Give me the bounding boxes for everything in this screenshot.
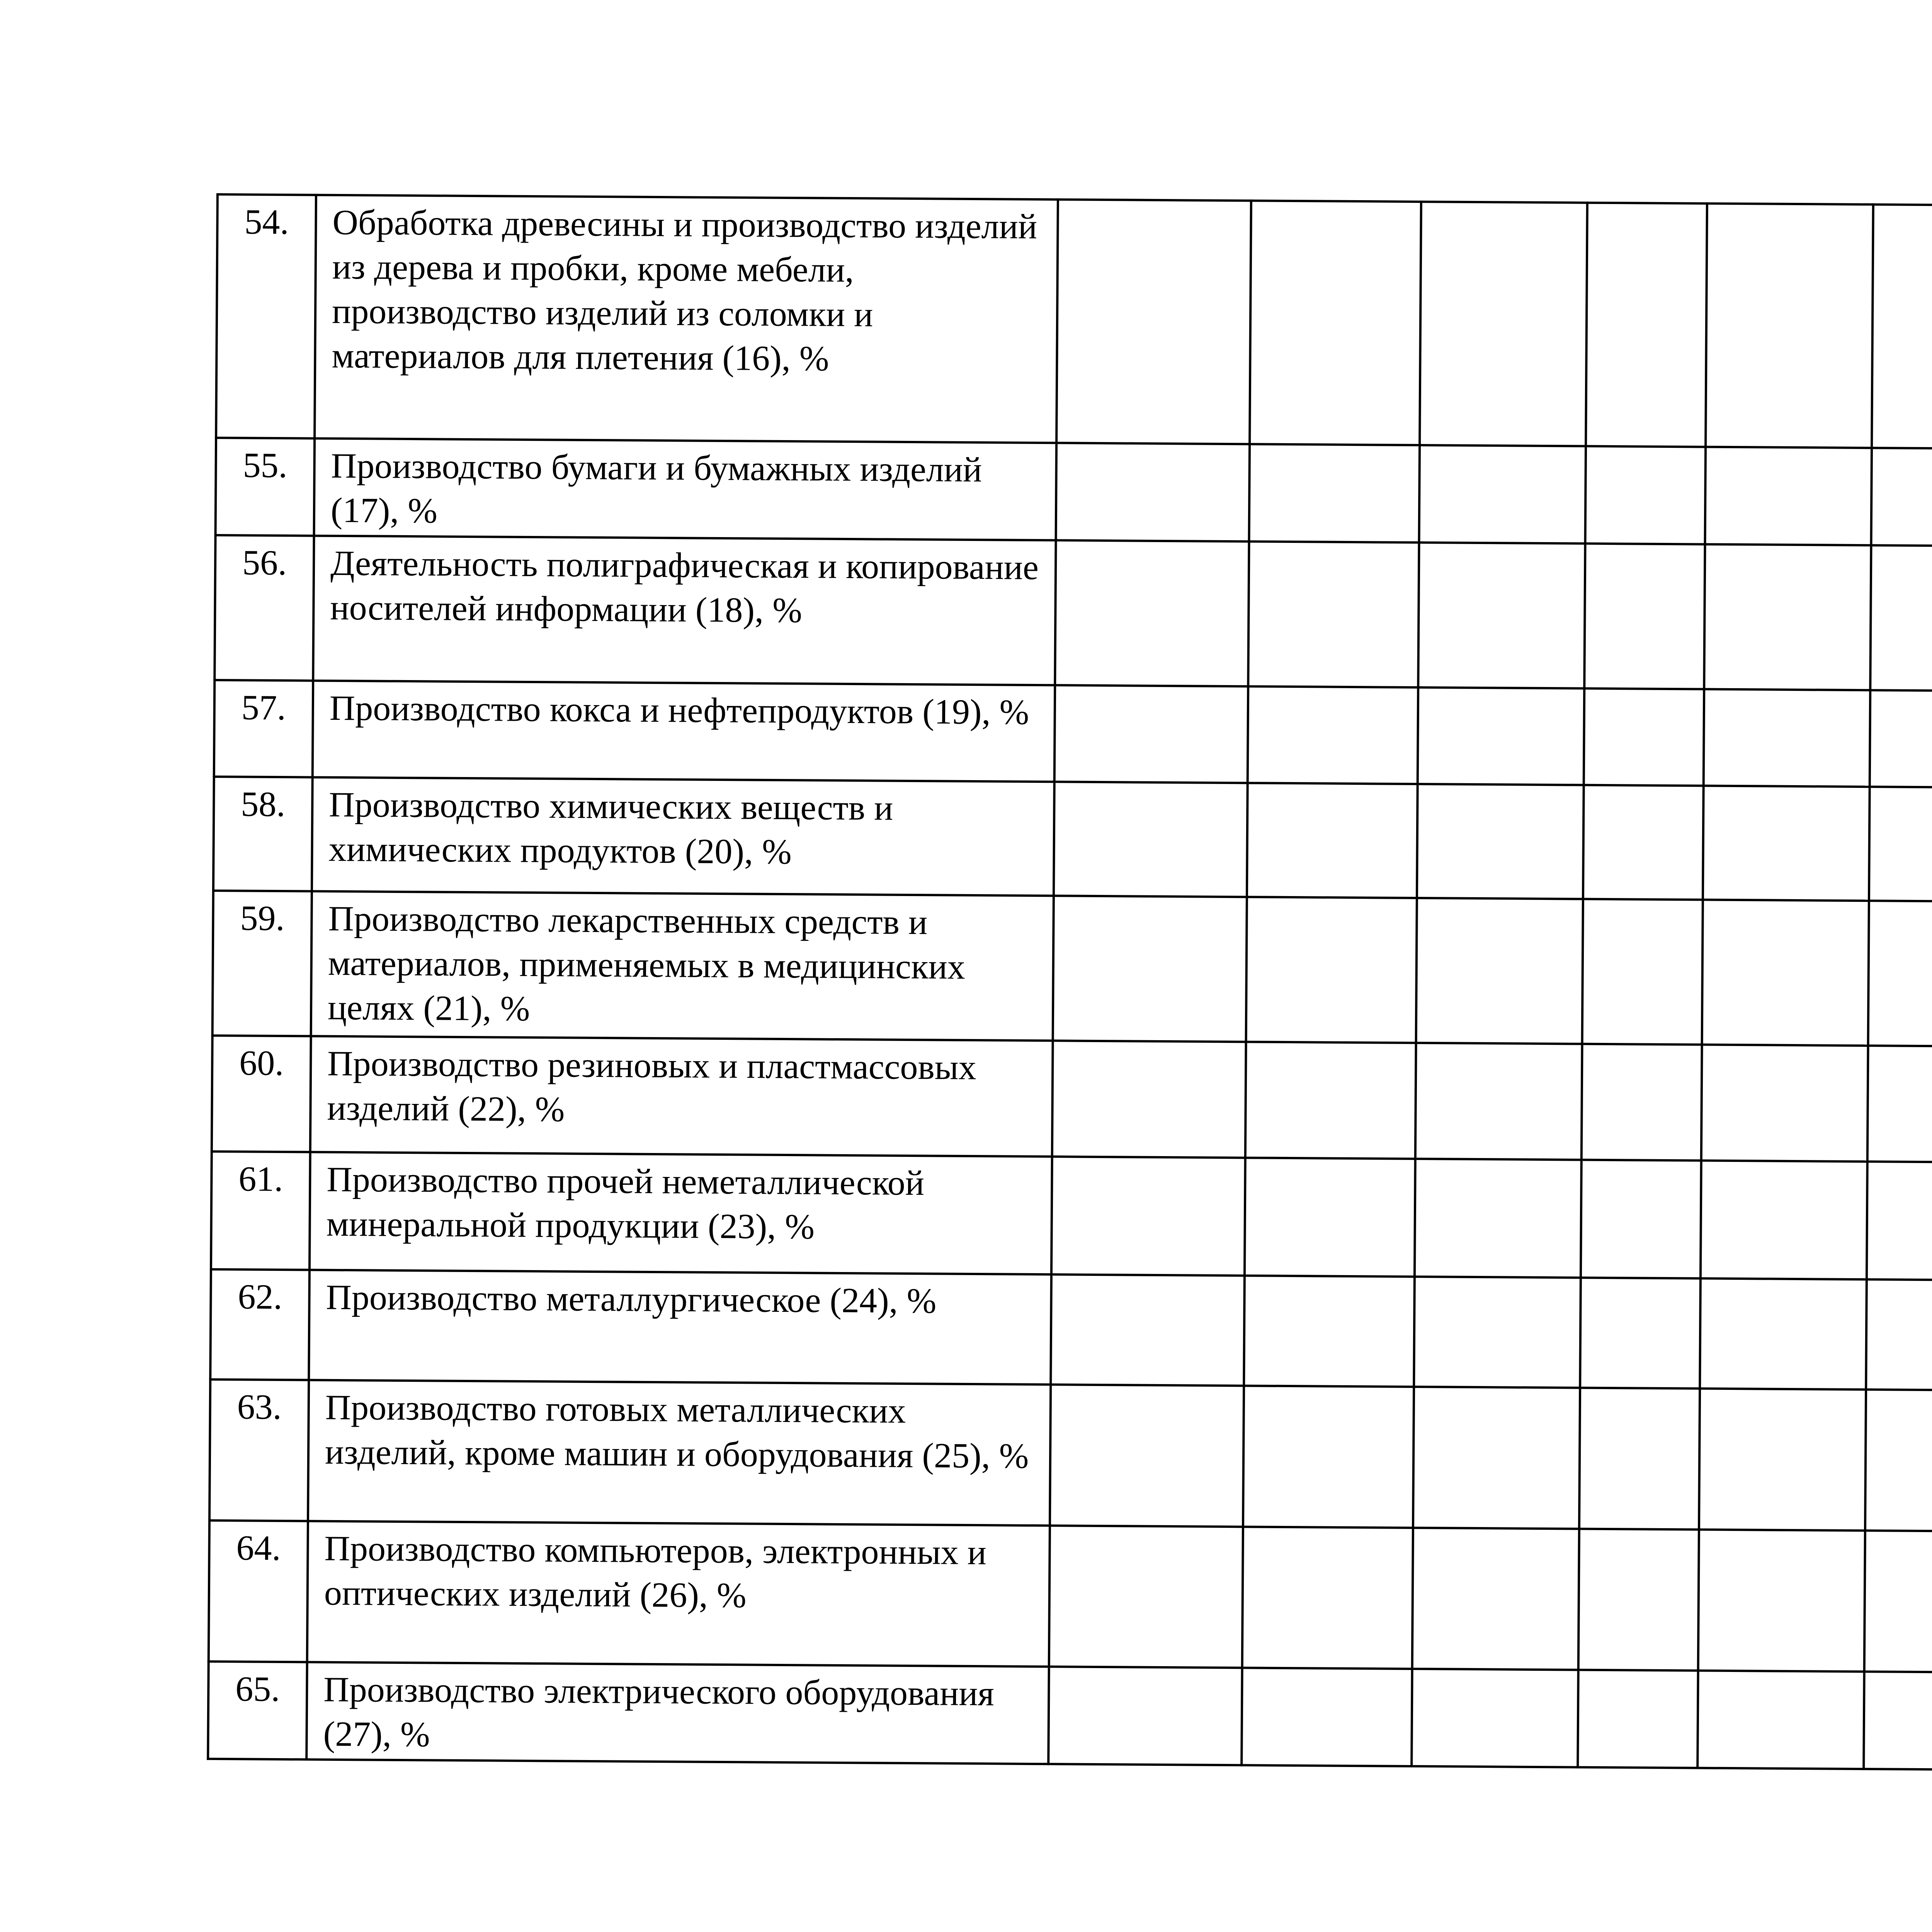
empty-value-cell [1864,1531,1932,1673]
table-row [210,1269,1932,1395]
empty-value-cell [1701,1161,1867,1280]
empty-value-cell [1580,1278,1701,1389]
row-number: 57. [214,680,313,777]
empty-value-cell [1697,1670,1864,1769]
empty-value-cell [1583,785,1704,900]
row-number: 61. [211,1151,310,1270]
empty-value-cell [1865,1389,1932,1532]
empty-value-cell [1053,896,1247,1042]
row-number: 60. [212,1036,311,1152]
empty-value-cell [1704,544,1871,690]
empty-value-cell [1582,899,1703,1045]
empty-value-cell [1412,1669,1578,1767]
table-row [213,891,1932,1051]
empty-value-cell [1584,544,1705,689]
empty-value-cell [1867,1046,1932,1163]
empty-value-cell [1699,1389,1866,1531]
empty-value-cell [1700,1279,1867,1390]
empty-value-cell [1701,1045,1868,1162]
empty-value-cell [1417,784,1584,899]
row-label: Производство металлургическое (24), % [309,1270,1051,1385]
empty-value-cell [1871,448,1932,546]
empty-value-cell [1581,1160,1701,1279]
empty-value-cell [1247,783,1418,898]
empty-value-cell [1586,203,1707,447]
empty-value-cell [1584,689,1704,786]
row-label: Производство электрического оборудования (27), % [306,1662,1049,1764]
row-label: Деятельность полиграфическая и копирование носителей информации (18), % [313,536,1056,685]
table-row [209,1379,1932,1536]
table-row [216,438,1932,551]
empty-value-cell [1242,1668,1412,1766]
empty-value-cell [1870,690,1932,788]
empty-value-cell [1249,444,1420,543]
empty-value-cell [1415,1043,1582,1160]
empty-value-cell [1055,540,1249,686]
row-number: 59. [213,891,312,1036]
empty-value-cell [1869,787,1932,902]
empty-value-cell [1415,1159,1582,1278]
empty-value-cell [1420,202,1587,446]
empty-value-cell [1049,1526,1243,1668]
empty-value-cell [1056,443,1250,541]
row-label: Производство химических веществ и химических продуктов (20), % [312,777,1054,896]
empty-value-cell [1419,445,1586,544]
row-number: 54. [216,194,316,439]
row-number: 63. [209,1379,309,1521]
table-row [212,1036,1932,1167]
empty-value-cell [1244,1276,1415,1387]
empty-value-cell [1864,1672,1932,1770]
empty-value-cell [1870,545,1932,691]
empty-value-cell [1703,786,1870,901]
row-label: Производство лекарственных средств и материалов, применяемых в медицинских целях (21), % [311,891,1054,1041]
empty-value-cell [1698,1530,1865,1672]
empty-value-cell [1418,543,1585,689]
row-number: 65. [208,1662,307,1760]
empty-value-cell [1578,1529,1699,1671]
table-row [214,535,1932,696]
row-number: 64. [209,1520,308,1662]
empty-value-cell [1702,900,1869,1046]
table-row [209,1520,1932,1677]
table-row [211,1151,1932,1285]
empty-value-cell [1050,1384,1244,1527]
empty-value-cell [1579,1388,1700,1530]
empty-value-cell [1243,1386,1414,1528]
row-number: 58. [213,777,313,891]
row-number: 56. [214,535,314,681]
empty-value-cell [1245,1042,1416,1159]
empty-value-cell [1048,1667,1242,1765]
empty-value-cell [1706,204,1873,448]
empty-value-cell [1585,446,1706,544]
empty-value-cell [1054,782,1248,897]
empty-value-cell [1866,1279,1932,1391]
empty-value-cell [1246,897,1417,1043]
empty-value-cell [1051,1274,1245,1386]
table-row [208,1662,1932,1774]
empty-value-cell [1245,1158,1415,1277]
row-number: 55. [216,438,315,536]
empty-value-cell [1412,1528,1579,1670]
row-label: Производство прочей неметаллической минеральной продукции (23), % [310,1152,1052,1275]
row-label: Производство готовых металлических изделий, кроме машин и оборудования (25), % [308,1380,1051,1526]
empty-value-cell [1582,1044,1702,1161]
row-label: Обработка древесины и производство изделий из дерева и пробки, кроме мебели, производство изделий из соломки и материалов для плетения (16), % [315,195,1058,443]
empty-value-cell [1868,901,1932,1047]
indicator-table [207,193,1932,1776]
empty-value-cell [1248,541,1419,687]
row-label: Производство резиновых и пластмассовых изделий (22), % [310,1036,1053,1157]
row-label: Производство кокса и нефтепродуктов (19), % [313,681,1055,782]
empty-value-cell [1052,1041,1246,1158]
table-row [213,777,1932,906]
empty-value-cell [1704,689,1871,787]
empty-value-cell [1872,204,1932,449]
row-number: 62. [210,1269,310,1380]
empty-value-cell [1056,199,1251,444]
row-label: Производство компьютеров, электронных и оптических изделий (26), % [307,1521,1050,1667]
empty-value-cell [1578,1670,1698,1768]
empty-value-cell [1418,687,1585,785]
empty-value-cell [1248,686,1418,784]
empty-value-cell [1054,685,1248,783]
empty-value-cell [1242,1527,1413,1669]
table-row [216,194,1932,453]
empty-value-cell [1051,1156,1245,1276]
empty-value-cell [1867,1162,1932,1281]
empty-value-cell [1414,1277,1581,1388]
empty-value-cell [1416,898,1583,1044]
table-body [208,194,1932,1774]
row-label: Производство бумаги и бумажных изделий (17), % [314,439,1057,541]
table-row [214,680,1932,792]
empty-value-cell [1705,447,1872,546]
empty-value-cell [1413,1387,1580,1529]
empty-value-cell [1250,201,1421,445]
